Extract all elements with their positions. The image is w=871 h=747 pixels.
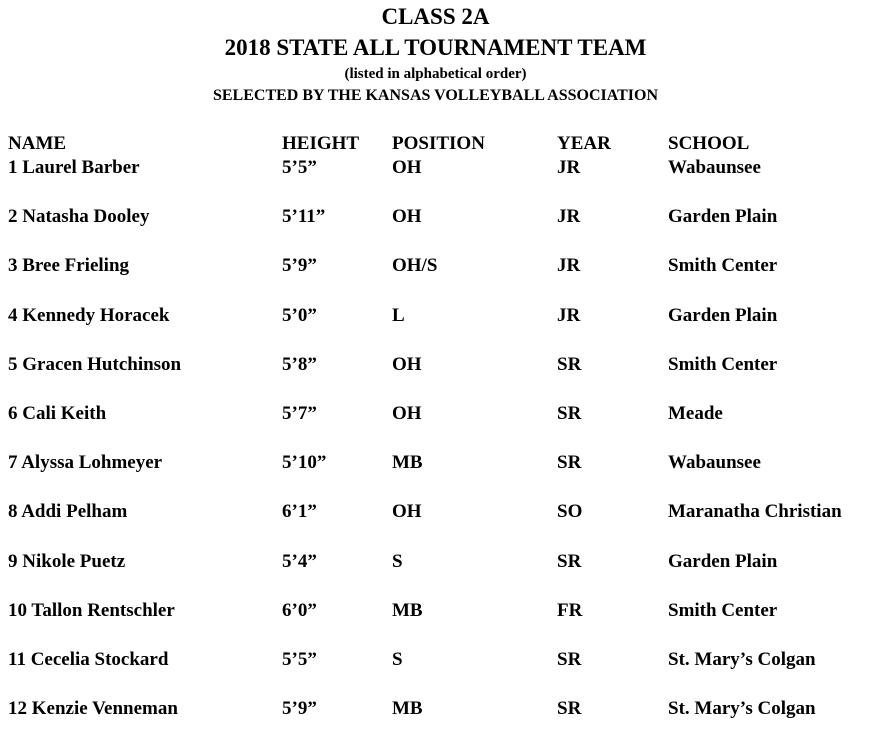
table-header-row <box>8 133 868 157</box>
player-position: OH/S <box>392 255 438 277</box>
table-row <box>8 551 868 600</box>
table-row <box>8 403 868 452</box>
player-school: St. Mary’s Colgan <box>668 698 816 720</box>
class-title: CLASS 2A <box>381 4 490 29</box>
selected-by-line: SELECTED BY THE KANSAS VOLLEYBALL ASSOCIATION <box>212 87 658 104</box>
player-school: Wabaunsee <box>668 452 761 474</box>
player-height: 5’5” <box>282 157 317 178</box>
player-name: 2 Natasha Dooley <box>8 206 150 228</box>
player-year: JR <box>557 304 581 326</box>
player-name: 6 Cali Keith <box>8 402 107 424</box>
player-height: 5’4” <box>282 550 317 572</box>
column-header-year: YEAR <box>557 133 611 154</box>
column-header-name: NAME <box>8 133 67 154</box>
player-height: 5’11” <box>282 206 326 228</box>
player-year: SR <box>557 648 582 670</box>
player-name: 9 Nikole Puetz <box>8 550 126 572</box>
player-year: FR <box>557 599 583 621</box>
player-position: OH <box>392 157 422 178</box>
table-row <box>8 600 868 649</box>
table-row <box>8 452 868 501</box>
player-name: 8 Addi Pelham <box>8 501 128 523</box>
team-title: 2018 STATE ALL TOURNAMENT TEAM <box>224 35 647 60</box>
player-school: Smith Center <box>668 255 778 277</box>
player-height: 5’9” <box>282 698 317 720</box>
player-year: SR <box>557 550 582 572</box>
player-year: JR <box>557 255 581 277</box>
player-year: SO <box>557 501 583 523</box>
player-school: Smith Center <box>668 353 778 375</box>
player-height: 5’10” <box>282 452 327 474</box>
player-school: Wabaunsee <box>668 157 761 178</box>
player-year: SR <box>557 353 582 375</box>
column-header-height: HEIGHT <box>282 133 360 154</box>
player-position: OH <box>392 353 422 375</box>
player-position: S <box>392 648 403 670</box>
player-name: 1 Laurel Barber <box>8 157 140 178</box>
player-school: Garden Plain <box>668 304 778 326</box>
table-row <box>8 354 868 403</box>
player-name: 5 Gracen Hutchinson <box>8 353 182 375</box>
player-name: 3 Bree Frieling <box>8 255 130 277</box>
table-row <box>8 206 868 255</box>
player-year: JR <box>557 206 581 228</box>
player-school: Meade <box>668 402 723 424</box>
player-height: 5’8” <box>282 353 317 375</box>
player-name: 7 Alyssa Lohmeyer <box>8 452 163 474</box>
player-school: Garden Plain <box>668 206 778 228</box>
player-year: JR <box>557 157 581 178</box>
table-body <box>8 157 868 747</box>
player-name: 4 Kennedy Horacek <box>8 304 170 326</box>
player-height: 6’1” <box>282 501 317 523</box>
table-row <box>8 501 868 550</box>
player-height: 5’9” <box>282 255 317 277</box>
player-year: SR <box>557 452 582 474</box>
player-position: OH <box>392 402 422 424</box>
player-position: S <box>392 550 403 572</box>
player-name: 11 Cecelia Stockard <box>8 648 169 670</box>
player-position: MB <box>392 452 423 474</box>
table-row <box>8 649 868 698</box>
player-school: Maranatha Christian <box>668 501 842 523</box>
player-height: 5’7” <box>282 402 317 424</box>
player-position: L <box>392 304 405 326</box>
column-header-position: POSITION <box>392 133 485 154</box>
table-row <box>8 255 868 304</box>
player-school: Garden Plain <box>668 550 778 572</box>
player-name: 12 Kenzie Venneman <box>8 698 178 720</box>
player-position: OH <box>392 501 422 523</box>
order-note: (listed in alphabetical order) <box>344 66 527 82</box>
roster-table <box>8 133 868 747</box>
player-height: 5’5” <box>282 648 317 670</box>
player-position: MB <box>392 698 423 720</box>
player-height: 5’0” <box>282 304 317 326</box>
table-row <box>8 305 868 354</box>
player-school: Smith Center <box>668 599 778 621</box>
player-year: SR <box>557 402 582 424</box>
table-row <box>8 698 868 747</box>
player-position: MB <box>392 599 423 621</box>
player-year: SR <box>557 698 582 720</box>
player-height: 6’0” <box>282 599 317 621</box>
player-school: St. Mary’s Colgan <box>668 648 816 670</box>
column-header-school: SCHOOL <box>668 133 750 154</box>
player-name: 10 Tallon Rentschler <box>8 599 175 621</box>
player-position: OH <box>392 206 422 228</box>
table-row <box>8 157 868 206</box>
